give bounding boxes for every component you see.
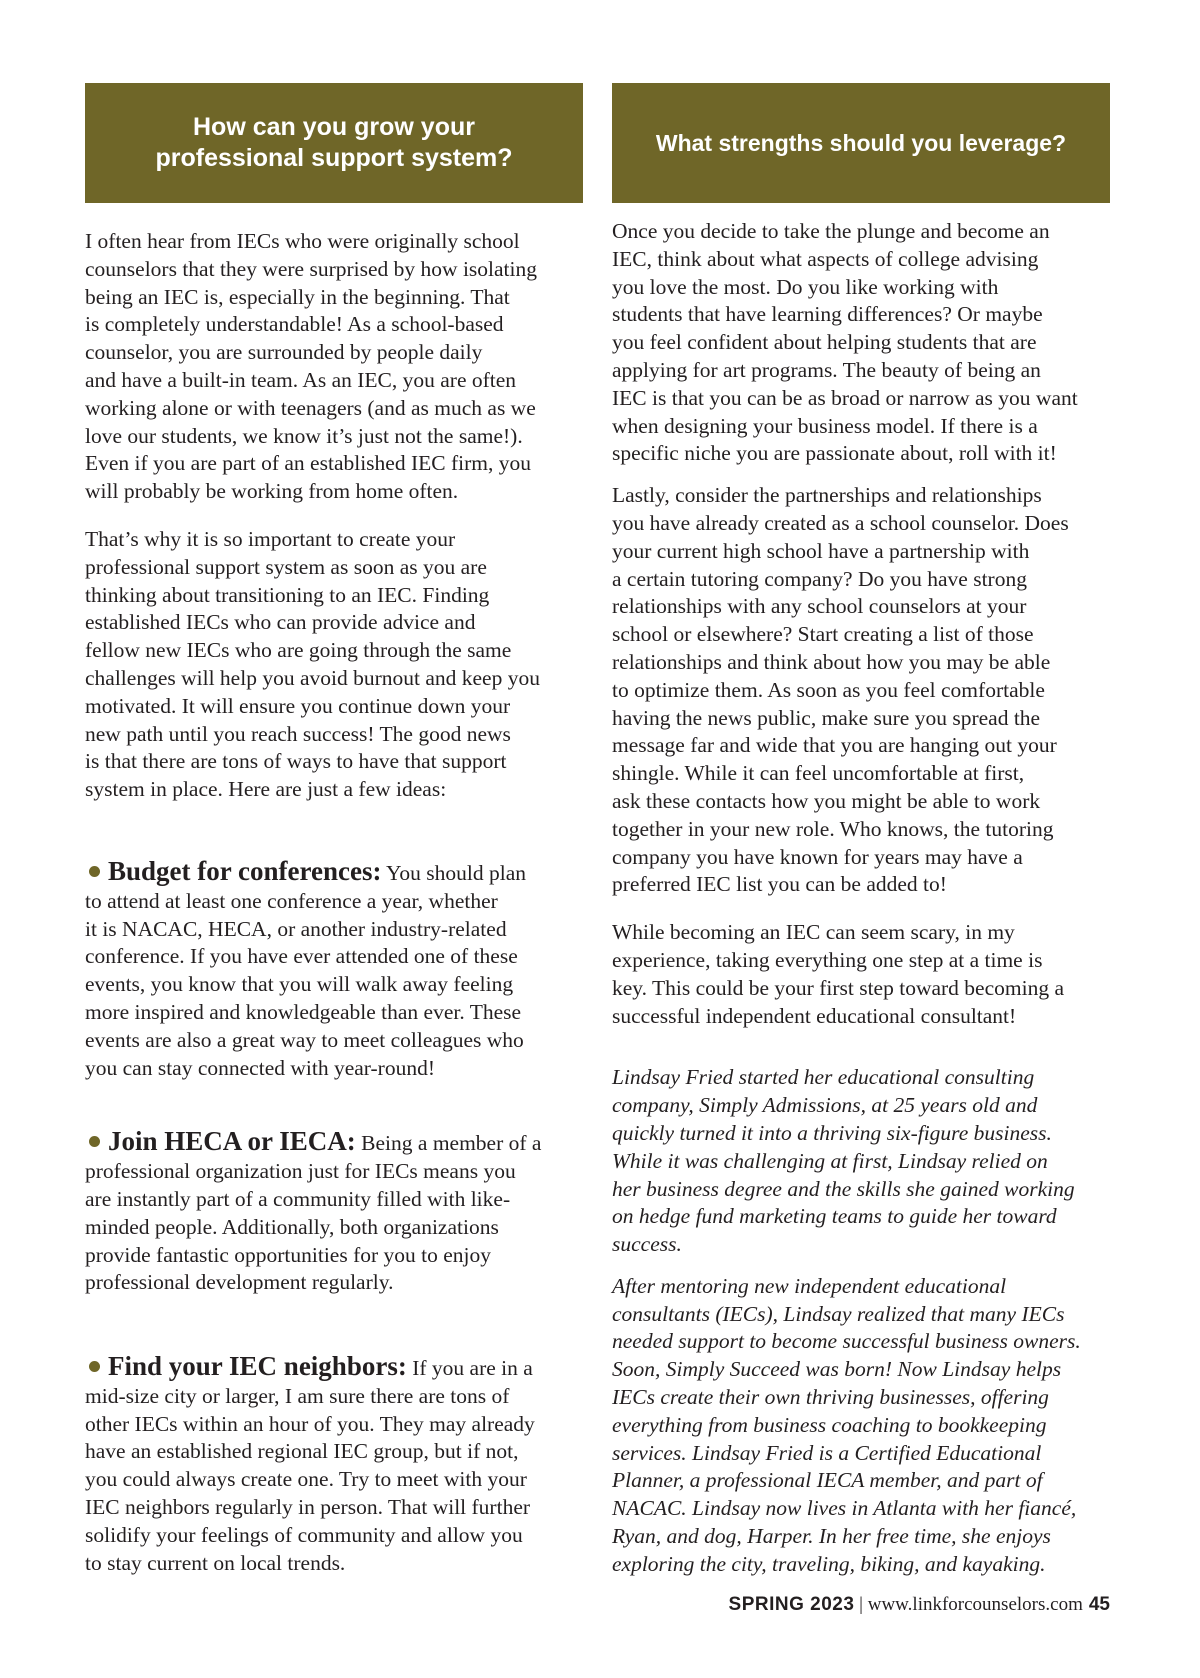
author-bio-2: After mentoring new independent educational consultants (IECs), Lindsay realized that many IECs needed support to become successful business owners. Soon, Simply Succeed was born! Now Lindsay helps IECs create their own thriving businesses, offering everything from business coaching to bookkeeping services. Lindsay Fried is a Certified Educational Planner, a professional IECA member, and part of NACAC. Lindsay now lives in Atlanta with her fiancé, Ryan, and dog, Harper. In her free time, she enjoys exploring the city, traveling, biking, and kayaking. [612, 1273, 1081, 1576]
bullet-title: Budget for conferences: [108, 855, 382, 886]
right-paragraph-3: While becoming an IEC can seem scary, in my experience, taking everything one step at a time is key. This could be your first step toward becoming a successful independent educational consultant! [612, 920, 1064, 1028]
left-section-heading: How can you grow your professional support system? [155, 113, 513, 172]
bullet-find-neighbors [85, 1353, 583, 1577]
page-footer [729, 1594, 1110, 1616]
bullet-title: Find your IEC neighbors: [108, 1351, 407, 1382]
right-section-heading-box [612, 83, 1110, 203]
bullet-text: Being a member of a professional organization just for IECs means you are instantly part of a community filled with like- minded people. Additionally, both organizations provide fantastic opportunities for you to enjoy professional development regularly. [85, 1131, 542, 1295]
bullet-text: If you are in a mid-size city or larger, I am sure there are tons of other IECs within an hour of you. They may already have an established regional IEC group, but if not, you could always create one. Try to meet with your IEC neighbors regularly in person. That will further solidify your feelings of community and allow you to stay current on local trends. [85, 1356, 535, 1575]
right-column [612, 83, 1110, 1579]
bullet-dot-icon [89, 1361, 100, 1372]
right-paragraph-1: Once you decide to take the plunge and become an IEC, think about what aspects of college advising you love the most. Do you like working with students that have learning differences? Or maybe you feel confident about helping students that are applying for art programs. The beauty of being an IEC is that you can be as broad or narrow as you want when designing your business model. If there is a specific niche you are passionate about, roll with it! [612, 219, 1078, 466]
bullet-text: You should plan to attend at least one conference a year, whether it is NACAC, HECA, or another industry-related conference. If you have ever attended one of these events, you know that you will walk away feeling more inspired and knowledgeable than ever. These events are also a great way to meet colleagues who you can stay connected with year-round! [85, 860, 527, 1080]
right-paragraph-2: Lastly, consider the partnerships and relationships you have already created as a school counselor. Does your current high school have a partnership with a certain tutoring company? Do you have strong relationships with any school counselors at your school or elsewhere? Start creating a list of those relationships and think about how you may be able to optimize them. As soon as you feel comfortable having the news public, make sure you spread the message far and wide that you are hanging out your shingle. While it can feel uncomfortable at first, ask these contacts how you might be able to work together in your new role. Who knows, the tutoring company you have known for years may have a preferred IEC list you can be added to! [612, 483, 1069, 897]
footer-separator: | [854, 1594, 868, 1615]
bullet-title: Join HECA or IECA: [108, 1126, 356, 1157]
right-section-heading: What strengths should you leverage? [655, 129, 1067, 156]
page-number: 45 [1088, 1594, 1110, 1615]
author-bio-1: Lindsay Fried started her educational consulting company, Simply Admissions, at 25 years old and quickly turned it into a thriving six-figure business. While it was challenging at first, Lindsay relied on her business degree and the skills she gained working on hedge fund marketing teams to guide her toward success. [612, 1065, 1075, 1257]
bullet-budget-conferences [85, 855, 583, 1082]
footer-season: SPRING 2023 [728, 1594, 855, 1615]
left-paragraph-2: That’s why it is so important to create your professional support system as soon as you are thinking about transitioning to an IEC. Finding established IECs who can provide advice and fellow new IECs who are going through the same challenges will help you avoid burnout and keep you motivated. It will ensure you continue down your new path until you reach success! The good news is that there are tons of ways to have that support system in place. Here are just a few ideas: [85, 526, 540, 802]
bullet-dot-icon [89, 1136, 100, 1147]
left-section-heading-box [85, 83, 583, 203]
footer-url[interactable]: www.linkforcounselors.com [867, 1594, 1083, 1615]
bullet-dot-icon [89, 866, 100, 877]
bullet-join-heca-ieca [85, 1128, 583, 1297]
left-column [85, 83, 583, 1577]
left-paragraph-1: I often hear from IECs who were originally school counselors that they were surprised by how isolating being an IEC is, especially in the beginning. That is completely understandable! As a school-based counselor, you are surrounded by people daily and have a built-in team. As an IEC, you are often working alone or with teenagers (and as much as we love our students, we know it’s just not the same!). Even if you are part of an established IEC firm, you will probably be working from home often. [85, 229, 538, 504]
